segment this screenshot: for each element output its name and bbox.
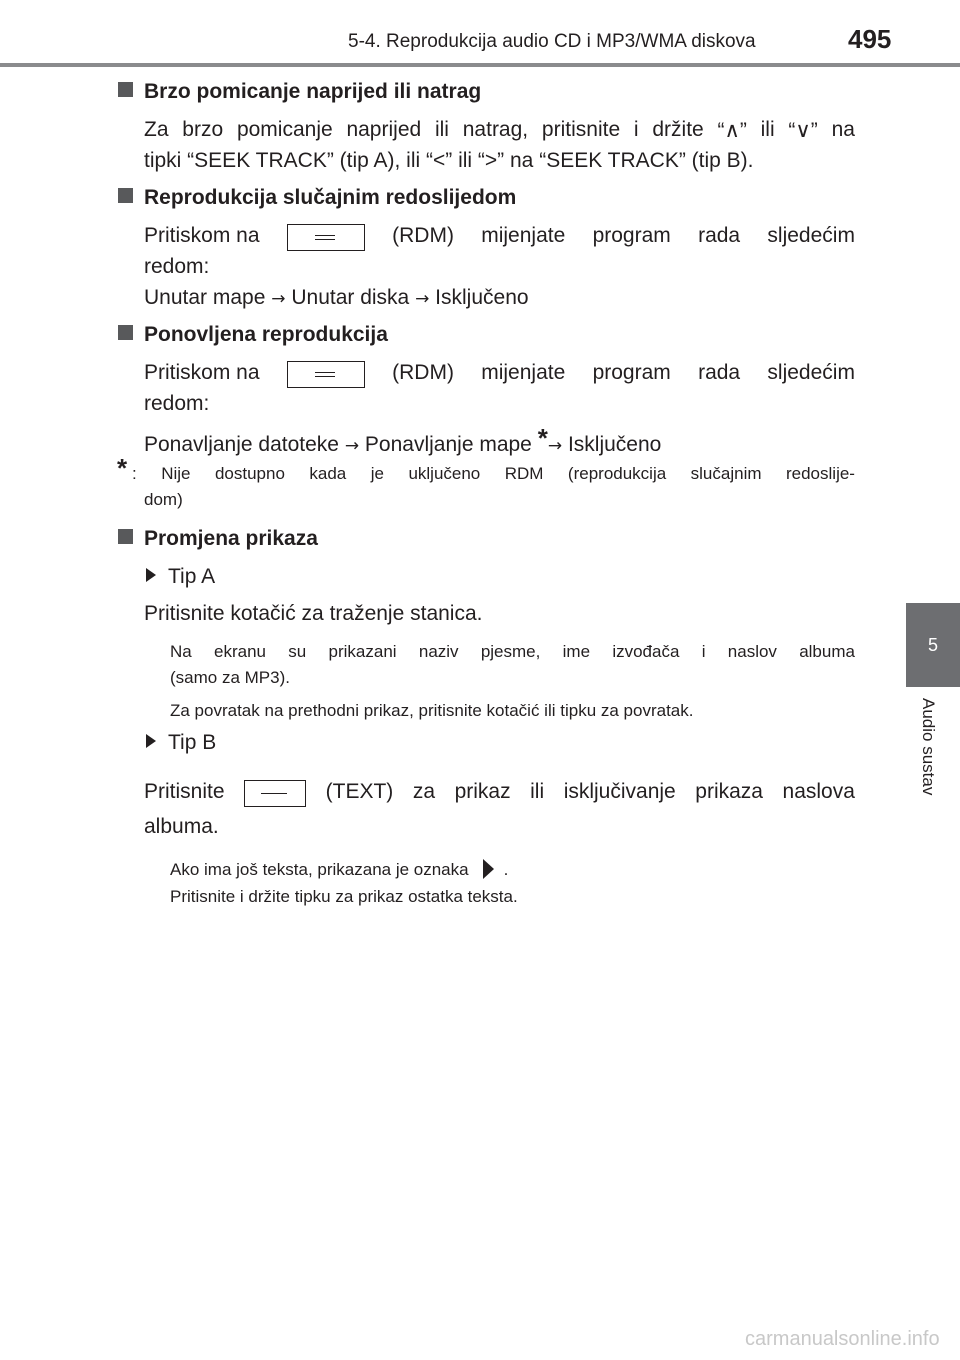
word: “∨”: [788, 119, 818, 142]
tip-b-line-2: albuma.: [144, 815, 219, 838]
heading-repeat-text: Ponovljena reprodukcija: [144, 323, 388, 346]
watermark: carmanualsonline.info: [745, 1328, 940, 1350]
word: (RDM): [392, 361, 454, 384]
tip-b-note-1: [170, 858, 508, 882]
heading-display: [118, 527, 318, 551]
triangle-bullet-icon: [146, 568, 156, 582]
seek-line-2: tipki “SEEK TRACK” (tip A), ili “<” ili “>” na “SEEK TRACK” (tip B).: [144, 149, 754, 172]
footnote-line-1: [132, 464, 855, 484]
word: program: [592, 224, 671, 247]
arrow-icon: →: [344, 436, 360, 456]
tip-a-note-2: Za povratak na prethodni prikaz, pritisnite kotačić ili tipku za povratak.: [170, 701, 694, 720]
word: uključeno: [408, 464, 481, 483]
footnote-marker: *: [537, 423, 548, 453]
word: RDM: [504, 464, 544, 483]
heading-repeat: [118, 323, 388, 347]
arrow-icon: →: [271, 289, 286, 309]
word: isključivanje: [563, 780, 676, 803]
word: ekranu: [214, 642, 266, 661]
heading-square-icon: [118, 529, 133, 544]
word: natrag,: [462, 118, 529, 141]
word: pjesme,: [480, 642, 541, 661]
word: na: [831, 118, 855, 141]
word: izvođača: [612, 642, 680, 661]
tip-b-line-1: [144, 780, 855, 807]
page-number: 495: [848, 24, 892, 54]
random-option-folder: Unutar mape: [144, 286, 266, 309]
seek-line-1: [144, 118, 855, 143]
word: držite: [652, 118, 704, 141]
word: naprijed: [346, 118, 422, 141]
word: ili: [434, 118, 449, 141]
word: slučajnim: [690, 464, 762, 483]
word: ili: [760, 118, 775, 141]
word: pomicanje: [236, 118, 333, 141]
arrow-icon: →: [547, 436, 563, 456]
heading-random-text: Reprodukcija slučajnim redoslijedom: [144, 186, 517, 209]
word: redoslije-: [785, 464, 855, 483]
word: Za: [144, 118, 169, 141]
random-line-1-pre: Pritiskom na: [144, 224, 260, 247]
tip-b-note-1-end: .: [503, 860, 509, 879]
tip-a-note-1-line-2: (samo za MP3).: [170, 668, 290, 687]
random-line-3: [144, 286, 529, 310]
word: rada: [698, 224, 741, 247]
word: i: [701, 642, 706, 661]
word: sljedećim: [767, 224, 855, 247]
word: ili: [530, 780, 545, 803]
word: (TEXT): [325, 780, 394, 803]
word: program: [592, 361, 671, 384]
rpt-key-icon: [287, 361, 365, 388]
triangle-bullet-icon: [146, 734, 156, 748]
word: “∧”: [717, 119, 747, 142]
word: sljedećim: [767, 361, 855, 384]
header-rule: [0, 63, 960, 67]
tip-a-label: [146, 565, 215, 589]
arrow-icon: →: [415, 289, 430, 309]
repeat-line-3: [144, 423, 661, 457]
chapter-tab-number: 5: [927, 634, 938, 655]
word: prikaz: [454, 780, 511, 803]
word: naslov: [727, 642, 777, 661]
tip-b-label: [146, 731, 216, 755]
word: (reprodukcija: [567, 464, 667, 483]
word: Nije: [161, 464, 191, 483]
repeat-line-1-pre: Pritiskom na: [144, 361, 260, 384]
chapter-tab-label: Audio sustav: [919, 698, 938, 796]
word: kada: [309, 464, 347, 483]
tip-b-text: Tip B: [168, 731, 217, 754]
word: :: [132, 464, 137, 483]
word: prikaza: [695, 780, 763, 803]
word: su: [288, 642, 307, 661]
word: pritisnite: [541, 118, 621, 141]
tip-a-text: Tip A: [168, 565, 216, 588]
word: mijenjate: [481, 361, 566, 384]
tip-b-line-1-pre: Pritisnite: [144, 780, 225, 803]
tip-a-instruction: Pritisnite kotačić za traženje stanica.: [144, 602, 483, 625]
word: (RDM): [392, 224, 454, 247]
repeat-option-folder: Ponavljanje mape: [364, 433, 532, 456]
more-text-indicator-icon: [483, 859, 494, 879]
word: prikazani: [328, 642, 397, 661]
footnote-star: *: [117, 453, 128, 483]
random-option-disc: Unutar diska: [291, 286, 410, 309]
repeat-line-2: redom:: [144, 392, 210, 415]
word: mijenjate: [481, 224, 566, 247]
repeat-option-off: Isključeno: [567, 433, 662, 456]
repeat-option-file: Ponavljanje datoteke: [144, 433, 339, 456]
footnote-line-2: dom): [144, 490, 183, 509]
heading-square-icon: [118, 82, 133, 97]
heading-display-text: Promjena prikaza: [144, 527, 318, 550]
random-line-2: redom:: [144, 255, 210, 278]
text-key-icon: [244, 780, 306, 807]
random-option-off: Isključeno: [435, 286, 529, 309]
word: dostupno: [214, 464, 285, 483]
chapter-tab: [906, 603, 960, 687]
heading-random: [118, 186, 516, 210]
word: albuma: [799, 642, 855, 661]
word: rada: [698, 361, 741, 384]
rdm-key-icon: [287, 224, 365, 251]
word: brzo: [182, 118, 224, 141]
word: za: [412, 780, 436, 803]
word: je: [370, 464, 384, 483]
heading-square-icon: [118, 325, 133, 340]
word: Na: [170, 642, 192, 661]
heading-square-icon: [118, 188, 133, 203]
heading-seek-text: Brzo pomicanje naprijed ili natrag: [144, 80, 482, 103]
word: i: [633, 118, 639, 141]
heading-seek: [118, 80, 481, 104]
word: ime: [562, 642, 591, 661]
tip-b-note-1-text: Ako ima još teksta, prikazana je oznaka: [170, 860, 469, 879]
tip-a-note-1: [170, 642, 855, 662]
random-line-1: [144, 224, 855, 251]
word: naslova: [782, 780, 855, 803]
chapter-title: 5-4. Reprodukcija audio CD i MP3/WMA diskova: [348, 31, 756, 52]
repeat-line-1: [144, 361, 855, 388]
tip-b-note-2: Pritisnite i držite tipku za prikaz ostatka teksta.: [170, 887, 518, 906]
word: naziv: [418, 642, 459, 661]
